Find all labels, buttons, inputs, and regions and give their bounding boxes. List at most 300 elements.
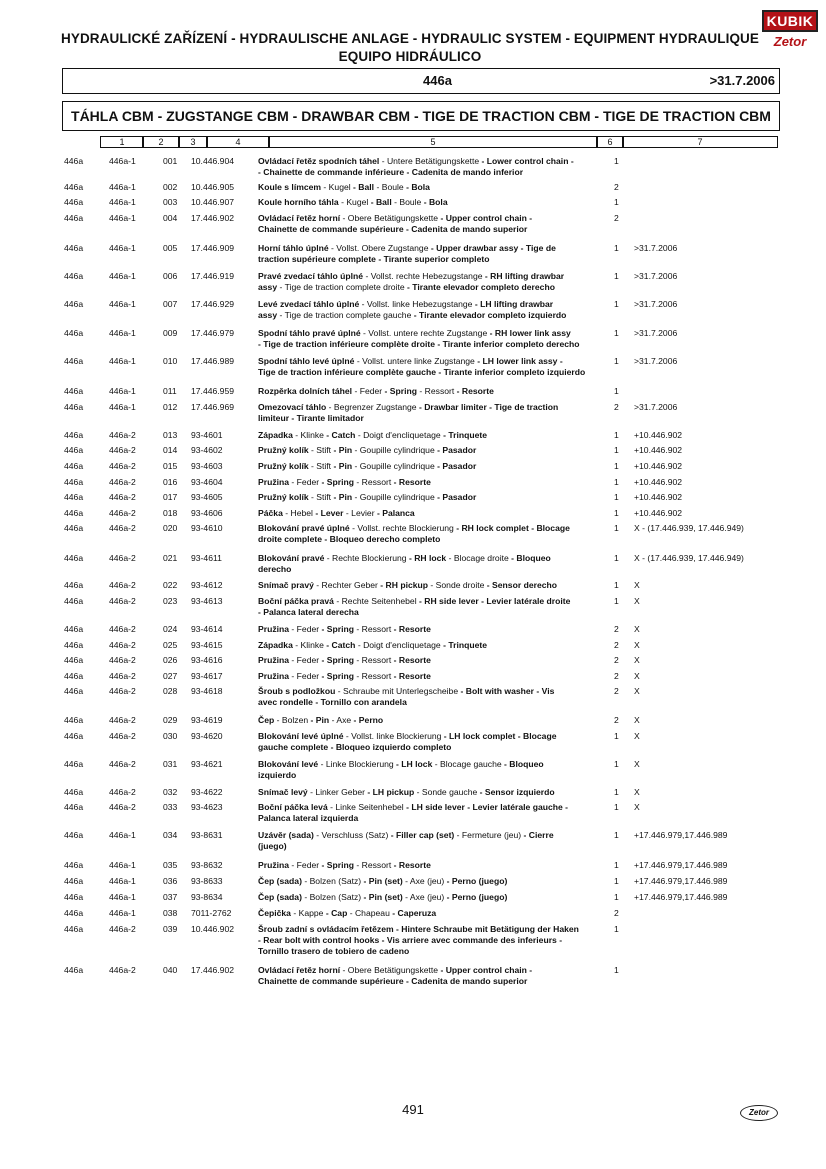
- row-description: [258, 197, 604, 208]
- row-model: 446a: [64, 787, 84, 797]
- row-position: 023: [163, 596, 178, 606]
- row-part-number: 93-4610: [191, 523, 223, 533]
- row-description-line: Blokování pravé - Rechte Blockierung - RH lock - Blocage droite - Bloqueo: [258, 553, 551, 563]
- row-description-line: Pružina - Feder - Spring - Ressort - Resorte: [258, 671, 431, 681]
- row-quantity: 2: [614, 402, 619, 412]
- row-model: 446a: [64, 213, 84, 223]
- row-description-line: - Chainette de commande inférieure - Cadenita de mando inferior: [258, 167, 524, 177]
- row-note: +17.446.979,17.446.989: [634, 860, 728, 870]
- col-header-1: 1: [100, 136, 144, 148]
- row-description-line: traction supérieure complete - Tirante superior completo: [258, 254, 490, 264]
- row-quantity: 1: [614, 461, 619, 471]
- row-description-line: Spodní táhlo levé úplné - Vollst. untere linke Zugstange - LH lower link assy -: [258, 356, 563, 366]
- row-quantity: 1: [614, 197, 619, 207]
- header-title-line2: EQUIPO HIDRÁULICO: [338, 49, 482, 64]
- row-group: 446a-2: [109, 492, 136, 502]
- row-description-line: Blokování levé - Linke Blockierung - LH lock - Blocage gauche - Bloqueo: [258, 759, 544, 769]
- row-note: X - (17.446.939, 17.446.949): [634, 523, 744, 533]
- row-group: 446a-2: [109, 715, 136, 725]
- row-note: >31.7.2006: [634, 271, 678, 281]
- row-position: 012: [163, 402, 178, 412]
- row-model: 446a: [64, 299, 84, 309]
- row-part-number: 93-4616: [191, 655, 223, 665]
- row-group: 446a-2: [109, 671, 136, 681]
- row-description-line: (juego): [258, 841, 287, 851]
- row-quantity: 1: [614, 156, 619, 166]
- row-quantity: 1: [614, 271, 619, 281]
- row-quantity: 1: [614, 386, 619, 396]
- row-description-line: Pružina - Feder - Spring - Ressort - Resorte: [258, 624, 431, 634]
- col-header-6: 6: [596, 136, 624, 148]
- row-group: 446a-2: [109, 924, 136, 934]
- row-description: [258, 182, 604, 193]
- row-description: [258, 655, 604, 666]
- row-model: 446a: [64, 860, 84, 870]
- row-model: 446a: [64, 492, 84, 502]
- row-description-line: Tige de traction inférieure complète gauche - Tirante inferior completo izquierdo: [258, 367, 586, 377]
- row-part-number: 17.446.902: [191, 965, 235, 975]
- row-description: [258, 876, 604, 887]
- row-model: 446a: [64, 624, 84, 634]
- row-quantity: 1: [614, 802, 619, 812]
- row-note: >31.7.2006: [634, 299, 678, 309]
- row-part-number: 93-4615: [191, 640, 223, 650]
- row-description-line: Rozpěrka dolních táhel - Feder - Spring - Ressort - Resorte: [258, 386, 494, 396]
- model-date: >31.7.2006: [709, 73, 775, 88]
- row-model: 446a: [64, 596, 84, 606]
- row-description-line: Čepička - Kappe - Cap - Chapeau - Caperuza: [258, 908, 437, 918]
- row-position: 038: [163, 908, 178, 918]
- row-model: 446a: [64, 965, 84, 975]
- row-description: [258, 356, 604, 378]
- row-part-number: 93-4604: [191, 477, 223, 487]
- row-position: 036: [163, 876, 178, 886]
- row-part-number: 93-4602: [191, 445, 223, 455]
- row-group: 446a-1: [109, 182, 136, 192]
- row-model: 446a: [64, 640, 84, 650]
- row-position: 002: [163, 182, 178, 192]
- row-part-number: 93-4622: [191, 787, 223, 797]
- row-description: [258, 640, 604, 651]
- row-group: 446a-2: [109, 802, 136, 812]
- row-description: [258, 553, 604, 575]
- row-description-line: Snímač levý - Linker Geber - LH pickup - Sonde gauche - Sensor izquierdo: [258, 787, 555, 797]
- row-group: 446a-2: [109, 523, 136, 533]
- header-title: [40, 30, 780, 66]
- row-note: +10.446.902: [634, 430, 683, 440]
- row-description-line: Čep (sada) - Bolzen (Satz) - Pin (set) - Axe (jeu) - Perno (juego): [258, 892, 508, 902]
- row-group: 446a-2: [109, 461, 136, 471]
- header-title-line1: HYDRAULICKÉ ZAŘÍZENÍ - HYDRAULISCHE ANLAGE - HYDRAULIC SYSTEM - EQUIPMENT HYDRAULIQUE: [60, 31, 759, 46]
- row-quantity: 2: [614, 640, 619, 650]
- row-model: 446a: [64, 876, 84, 886]
- row-group: 446a-1: [109, 386, 136, 396]
- row-part-number: 17.446.989: [191, 356, 235, 366]
- row-group: 446a-2: [109, 655, 136, 665]
- row-note: X: [634, 731, 640, 741]
- row-description: [258, 715, 604, 726]
- row-part-number: 93-4601: [191, 430, 223, 440]
- row-description-line: Pružný kolík - Stift - Pin - Goupille cylindrique - Pasador: [258, 445, 477, 455]
- row-description-line: droite complete - Bloqueo derecho completo: [258, 534, 441, 544]
- row-model: 446a: [64, 759, 84, 769]
- row-part-number: 10.446.907: [191, 197, 235, 207]
- row-model: 446a: [64, 686, 84, 696]
- row-quantity: 1: [614, 553, 619, 563]
- row-part-number: 17.446.909: [191, 243, 235, 253]
- row-description: [258, 759, 604, 781]
- row-group: 446a-1: [109, 299, 136, 309]
- row-description-line: Koule horního táhla - Kugel - Ball - Boule - Bola: [258, 197, 448, 207]
- row-model: 446a: [64, 197, 84, 207]
- row-group: 446a-1: [109, 876, 136, 886]
- row-position: 013: [163, 430, 178, 440]
- col-header-4: 4: [206, 136, 270, 148]
- row-group: 446a-2: [109, 965, 136, 975]
- row-quantity: 1: [614, 876, 619, 886]
- row-group: 446a-2: [109, 508, 136, 518]
- row-position: 025: [163, 640, 178, 650]
- row-part-number: 93-4612: [191, 580, 223, 590]
- row-quantity: 1: [614, 965, 619, 975]
- row-group: 446a-2: [109, 640, 136, 650]
- row-position: 031: [163, 759, 178, 769]
- row-group: 446a-2: [109, 430, 136, 440]
- row-description: [258, 924, 604, 957]
- row-description-line: Pružný kolík - Stift - Pin - Goupille cylindrique - Pasador: [258, 461, 477, 471]
- row-part-number: 93-4613: [191, 596, 223, 606]
- row-note: >31.7.2006: [634, 328, 678, 338]
- row-position: 020: [163, 523, 178, 533]
- row-quantity: 2: [614, 213, 619, 223]
- row-position: 006: [163, 271, 178, 281]
- row-position: 010: [163, 356, 178, 366]
- row-part-number: 17.446.959: [191, 386, 235, 396]
- row-description: [258, 787, 604, 798]
- row-part-number: 10.446.902: [191, 924, 235, 934]
- row-description: [258, 965, 604, 987]
- row-description-line: Horní táhlo úplné - Vollst. Obere Zugstange - Upper drawbar assy - Tige de: [258, 243, 556, 253]
- row-position: 034: [163, 830, 178, 840]
- row-description: [258, 508, 604, 519]
- row-position: 026: [163, 655, 178, 665]
- row-description: [258, 213, 604, 235]
- row-description-line: Ovládací řetěz horní - Obere Betätigungskette - Upper control chain -: [258, 213, 533, 223]
- row-note: X: [634, 802, 640, 812]
- row-note: +17.446.979,17.446.989: [634, 830, 728, 840]
- row-description: [258, 830, 604, 852]
- row-quantity: 1: [614, 830, 619, 840]
- row-quantity: 2: [614, 624, 619, 634]
- row-quantity: 2: [614, 182, 619, 192]
- row-description: [258, 461, 604, 472]
- row-group: 446a-2: [109, 553, 136, 563]
- row-description: [258, 686, 604, 708]
- row-position: 029: [163, 715, 178, 725]
- model-number: 446a: [423, 73, 452, 88]
- row-part-number: 93-8632: [191, 860, 223, 870]
- row-description-line: Šroub zadní s ovládacím řetězem - Hintere Schraube mit Betätigung der Haken: [258, 924, 579, 934]
- row-quantity: 1: [614, 328, 619, 338]
- row-quantity: 1: [614, 492, 619, 502]
- row-part-number: 93-4619: [191, 715, 223, 725]
- row-description-line: Západka - Klinke - Catch - Doigt d'encliquetage - Trinquete: [258, 640, 488, 650]
- row-note: +10.446.902: [634, 508, 683, 518]
- row-quantity: 1: [614, 731, 619, 741]
- row-group: 446a-2: [109, 787, 136, 797]
- row-note: +10.446.902: [634, 492, 683, 502]
- row-position: 004: [163, 213, 178, 223]
- row-description-line: Levé zvedací táhlo úplné - Vollst. linke Hebezugstange - LH lifting drawbar: [258, 299, 554, 309]
- row-group: 446a-2: [109, 686, 136, 696]
- row-note: X: [634, 655, 640, 665]
- row-description: [258, 860, 604, 871]
- row-note: +17.446.979,17.446.989: [634, 876, 728, 886]
- row-note: +17.446.979,17.446.989: [634, 892, 728, 902]
- row-group: 446a-2: [109, 477, 136, 487]
- row-part-number: 7011-2762: [191, 908, 232, 918]
- row-group: 446a-1: [109, 356, 136, 366]
- row-note: X: [634, 671, 640, 681]
- row-group: 446a-2: [109, 596, 136, 606]
- row-quantity: 1: [614, 596, 619, 606]
- row-position: 022: [163, 580, 178, 590]
- row-model: 446a: [64, 328, 84, 338]
- row-note: +10.446.902: [634, 461, 683, 471]
- row-description-line: Boční páčka pravá - Rechte Seitenhebel - RH side lever - Levier latérale droite: [258, 596, 571, 606]
- row-model: 446a: [64, 892, 84, 902]
- row-position: 037: [163, 892, 178, 902]
- row-quantity: 1: [614, 477, 619, 487]
- row-note: X: [634, 640, 640, 650]
- row-group: 446a-1: [109, 156, 136, 166]
- row-group: 446a-2: [109, 759, 136, 769]
- row-description: [258, 299, 604, 321]
- row-note: >31.7.2006: [634, 356, 678, 366]
- row-position: 007: [163, 299, 178, 309]
- page-number: 491: [402, 1102, 424, 1117]
- row-description-line: Pravé zvedací táhlo úplné - Vollst. rechte Hebezugstange - RH lifting drawbar: [258, 271, 565, 281]
- row-position: 014: [163, 445, 178, 455]
- row-model: 446a: [64, 461, 84, 471]
- row-part-number: 93-4620: [191, 731, 223, 741]
- row-description-line: Chainette de commande supérieure - Cadenita de mando superior: [258, 224, 528, 234]
- row-description-line: Tornillo trasero de tobiero de cadeno: [258, 946, 410, 956]
- row-description: [258, 731, 604, 753]
- row-description-line: Blokování pravé úplné - Vollst. rechte Blockierung - RH lock complet - Blocage: [258, 523, 570, 533]
- row-quantity: 1: [614, 445, 619, 455]
- row-description-line: Palanca lateral izquierda: [258, 813, 359, 823]
- row-description-line: Pružný kolík - Stift - Pin - Goupille cylindrique - Pasador: [258, 492, 477, 502]
- row-description: [258, 386, 604, 397]
- row-description: [258, 802, 604, 824]
- row-part-number: 93-4617: [191, 671, 223, 681]
- row-position: 015: [163, 461, 178, 471]
- row-group: 446a-1: [109, 908, 136, 918]
- row-description: [258, 477, 604, 488]
- row-description-line: Omezovací táhlo - Begrenzer Zugstange - Drawbar limiter - Tige de traction: [258, 402, 559, 412]
- row-note: >31.7.2006: [634, 402, 678, 412]
- row-part-number: 93-4621: [191, 759, 223, 769]
- col-header-3: 3: [178, 136, 208, 148]
- row-position: 024: [163, 624, 178, 634]
- row-description: [258, 523, 604, 545]
- row-quantity: 2: [614, 908, 619, 918]
- row-description-line: Pružina - Feder - Spring - Ressort - Resorte: [258, 860, 431, 870]
- row-position: 027: [163, 671, 178, 681]
- row-description-line: Pružina - Feder - Spring - Ressort - Resorte: [258, 477, 431, 487]
- row-model: 446a: [64, 908, 84, 918]
- row-position: 011: [163, 386, 177, 396]
- row-model: 446a: [64, 430, 84, 440]
- row-description: [258, 156, 604, 178]
- row-position: 032: [163, 787, 178, 797]
- row-model: 446a: [64, 830, 84, 840]
- row-part-number: 93-4614: [191, 624, 223, 634]
- row-group: 446a-1: [109, 328, 136, 338]
- row-model: 446a: [64, 402, 84, 412]
- row-group: 446a-2: [109, 731, 136, 741]
- row-model: 446a: [64, 243, 84, 253]
- row-quantity: 1: [614, 860, 619, 870]
- row-description: [258, 328, 604, 350]
- row-model: 446a: [64, 802, 84, 812]
- row-part-number: 17.446.919: [191, 271, 235, 281]
- row-model: 446a: [64, 924, 84, 934]
- row-model: 446a: [64, 271, 84, 281]
- logo-zetor-text: Zetor: [773, 34, 807, 49]
- col-header-7: 7: [622, 136, 778, 148]
- row-group: 446a-1: [109, 197, 136, 207]
- row-model: 446a: [64, 156, 84, 166]
- row-description: [258, 580, 604, 591]
- row-part-number: 17.446.929: [191, 299, 235, 309]
- row-description: [258, 430, 604, 441]
- row-quantity: 2: [614, 671, 619, 681]
- row-part-number: 93-4618: [191, 686, 223, 696]
- row-description-line: Ovládací řetěz spodních táhel - Untere Betätigungskette - Lower control chain -: [258, 156, 574, 166]
- row-part-number: 10.446.905: [191, 182, 235, 192]
- row-description-line: Čep (sada) - Bolzen (Satz) - Pin (set) - Axe (jeu) - Perno (juego): [258, 876, 508, 886]
- row-note: X: [634, 686, 640, 696]
- row-description-line: assy - Tige de traction complete gauche - Tirante elevador completo izquierdo: [258, 310, 567, 320]
- row-description: [258, 596, 604, 618]
- row-part-number: 10.446.904: [191, 156, 235, 166]
- row-quantity: 1: [614, 430, 619, 440]
- row-position: 016: [163, 477, 178, 487]
- row-description: [258, 271, 604, 293]
- row-description-line: Koule s límcem - Kugel - Ball - Boule - Bola: [258, 182, 430, 192]
- row-part-number: 17.446.902: [191, 213, 235, 223]
- row-model: 446a: [64, 523, 84, 533]
- row-part-number: 17.446.969: [191, 402, 235, 412]
- row-position: 018: [163, 508, 178, 518]
- row-description-line: - Rear bolt with control hooks - Vis arriere avec commande des inferieurs -: [258, 935, 563, 945]
- row-quantity: 1: [614, 580, 619, 590]
- row-model: 446a: [64, 731, 84, 741]
- row-part-number: 93-8634: [191, 892, 223, 902]
- row-description: [258, 402, 604, 424]
- row-position: 005: [163, 243, 178, 253]
- row-group: 446a-1: [109, 213, 136, 223]
- row-description-line: Uzávěr (sada) - Verschluss (Satz) - Filler cap (set) - Fermeture (jeu) - Cierre: [258, 830, 554, 840]
- row-group: 446a-2: [109, 624, 136, 634]
- row-model: 446a: [64, 715, 84, 725]
- row-position: 035: [163, 860, 178, 870]
- row-description-line: Chainette de commande supérieure - Cadenita de mando superior: [258, 976, 528, 986]
- row-description: [258, 671, 604, 682]
- row-quantity: 2: [614, 686, 619, 696]
- row-group: 446a-1: [109, 830, 136, 840]
- row-group: 446a-2: [109, 580, 136, 590]
- row-position: 040: [163, 965, 178, 975]
- row-quantity: 2: [614, 715, 619, 725]
- row-note: X - (17.446.939, 17.446.949): [634, 553, 744, 563]
- row-part-number: 17.446.979: [191, 328, 235, 338]
- row-description-line: Pružina - Feder - Spring - Ressort - Resorte: [258, 655, 431, 665]
- row-description-line: izquierdo: [258, 770, 297, 780]
- row-description: [258, 908, 604, 919]
- row-position: 009: [163, 328, 178, 338]
- row-model: 446a: [64, 671, 84, 681]
- column-header-row: [100, 136, 778, 147]
- row-description-line: Západka - Klinke - Catch - Doigt d'encliquetage - Trinquete: [258, 430, 488, 440]
- row-position: 033: [163, 802, 178, 812]
- row-part-number: 93-4605: [191, 492, 223, 502]
- row-note: X: [634, 580, 640, 590]
- row-model: 446a: [64, 445, 84, 455]
- row-note: +10.446.902: [634, 445, 683, 455]
- row-note: >31.7.2006: [634, 243, 678, 253]
- row-group: 446a-1: [109, 402, 136, 412]
- row-note: X: [634, 787, 640, 797]
- row-group: 446a-1: [109, 271, 136, 281]
- row-quantity: 1: [614, 243, 619, 253]
- row-model: 446a: [64, 508, 84, 518]
- section-title: TÁHLA CBM - ZUGSTANGE CBM - DRAWBAR CBM - TIGE DE TRACTION CBM - TIGE DE TRACTION CBM: [62, 101, 780, 131]
- row-position: 030: [163, 731, 178, 741]
- row-description-line: Páčka - Hebel - Lever - Levier - Palanca: [258, 508, 415, 518]
- row-quantity: 1: [614, 356, 619, 366]
- row-quantity: 1: [614, 924, 619, 934]
- row-group: 446a-2: [109, 445, 136, 455]
- row-description: [258, 624, 604, 635]
- row-model: 446a: [64, 580, 84, 590]
- row-quantity: 1: [614, 892, 619, 902]
- row-quantity: 1: [614, 759, 619, 769]
- row-model: 446a: [64, 356, 84, 366]
- row-part-number: 93-8631: [191, 830, 223, 840]
- row-description: [258, 243, 604, 265]
- row-description-line: avec rondelle - Tornillo con arandela: [258, 697, 407, 707]
- row-model: 446a: [64, 655, 84, 665]
- row-description: [258, 445, 604, 456]
- row-position: 028: [163, 686, 178, 696]
- row-position: 003: [163, 197, 178, 207]
- row-group: 446a-1: [109, 860, 136, 870]
- row-part-number: 93-4623: [191, 802, 223, 812]
- row-position: 021: [163, 553, 178, 563]
- row-description-line: Boční páčka levá - Linke Seitenhebel - LH side lever - Levier latérale gauche -: [258, 802, 569, 812]
- model-box: [62, 68, 780, 94]
- row-quantity: 1: [614, 523, 619, 533]
- row-description-line: - Tige de traction inférieure complète droite - Tirante inferior completo derecho: [258, 339, 580, 349]
- row-part-number: 93-4603: [191, 461, 223, 471]
- row-description-line: Šroub s podložkou - Schraube mit Unterlegscheibe - Bolt with washer - Vis: [258, 686, 555, 696]
- row-quantity: 1: [614, 508, 619, 518]
- row-quantity: 1: [614, 787, 619, 797]
- row-description-line: assy - Tige de traction complete droite - Tirante elevador completo derecho: [258, 282, 555, 292]
